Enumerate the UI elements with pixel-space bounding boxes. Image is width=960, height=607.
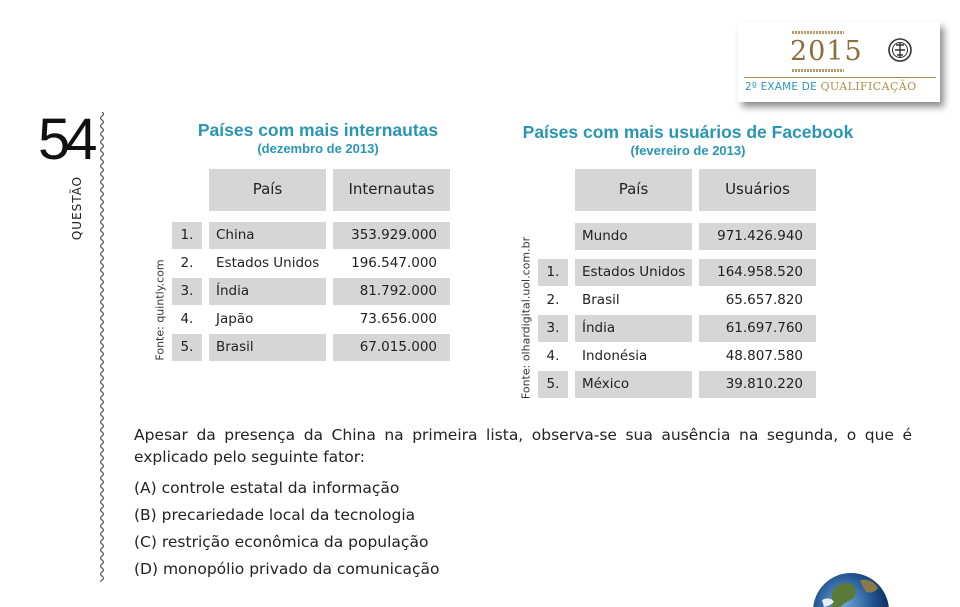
university-seal-icon: [886, 36, 914, 64]
facebook-table-source: Fonte: olhardigital.uol.com.br: [519, 236, 533, 400]
facebook-row-4-value: 48.807.580: [725, 348, 803, 364]
facebook-world-value: 971.426.940: [699, 223, 816, 250]
facebook-header-country: País: [575, 169, 692, 211]
internet-row-1-value: 353.929.000: [333, 222, 450, 249]
facebook-row-2-rank: 2.: [546, 292, 560, 308]
internet-row-5-value: 67.015.000: [333, 334, 450, 361]
facebook-row-2-value: 65.657.820: [725, 292, 803, 308]
option-a[interactable]: (A) controle estatal da informação: [134, 479, 400, 497]
facebook-row-1-rank: 1.: [538, 259, 568, 286]
facebook-row-5-country: México: [575, 371, 692, 398]
facebook-header-users: Usuários: [699, 169, 816, 211]
facebook-table-heading: Países com mais usuários de Facebook: [522, 122, 854, 142]
internet-row-5-country: Brasil: [209, 334, 326, 361]
badge-year: 2015: [790, 36, 863, 67]
facebook-row-1-country: Estados Unidos: [575, 259, 692, 286]
internet-row-3-country: Índia: [209, 278, 326, 305]
internet-row-3-rank: 3.: [172, 278, 202, 305]
internet-table-heading: Países com mais internautas: [197, 120, 439, 140]
internet-row-2-rank: 2.: [180, 255, 194, 271]
option-d[interactable]: (D) monopólio privado da comunicação: [134, 560, 440, 578]
facebook-table-title: [514, 122, 862, 158]
option-b[interactable]: (B) precariedade local da tecnologia: [134, 506, 416, 524]
facebook-world-country: Mundo: [575, 223, 692, 250]
option-c[interactable]: (C) restrição econômica da população: [134, 533, 429, 551]
internet-row-1-rank: 1.: [172, 222, 202, 249]
earth-globe-icon: [812, 572, 890, 607]
badge-ornament-top: [792, 31, 844, 34]
question-stem: Apesar da presença da China na primeira lista, observa-se sua ausência na segunda, o que é explicado pelo seguinte fator:: [134, 426, 912, 466]
internet-header-country: País: [209, 169, 326, 211]
facebook-row-2-country: Brasil: [582, 292, 620, 308]
question-number: 54: [38, 107, 93, 172]
internet-row-5-rank: 5.: [172, 334, 202, 361]
badge-ornament-bottom: [792, 69, 844, 72]
wavy-divider: [98, 112, 106, 582]
badge-subtitle-highlight: QUALIFICAÇÃO: [820, 80, 917, 93]
facebook-row-3-value: 61.697.760: [699, 315, 816, 342]
facebook-row-5-rank: 5.: [538, 371, 568, 398]
internet-header-users: Internautas: [333, 169, 450, 211]
badge-subtitle-prefix: 2º EXAME DE: [745, 81, 821, 93]
badge-divider: [744, 77, 936, 78]
internet-table-source: Fonte: quintly.com: [153, 259, 167, 361]
facebook-row-5-value: 39.810.220: [699, 371, 816, 398]
internet-row-4-country: Japão: [216, 311, 254, 327]
facebook-row-4-country: Indonésia: [582, 348, 648, 364]
facebook-row-1-value: 164.958.520: [699, 259, 816, 286]
exam-badge: [738, 22, 940, 102]
internet-row-4-value: 73.656.000: [359, 311, 437, 327]
internet-row-3-value: 81.792.000: [333, 278, 450, 305]
internet-row-4-rank: 4.: [180, 311, 194, 327]
question-label: QUESTÃO: [70, 175, 84, 241]
internet-table-date: (dezembro de 2013): [257, 141, 379, 156]
internet-row-2-country: Estados Unidos: [216, 255, 320, 271]
facebook-table-date: (fevereiro de 2013): [630, 143, 746, 158]
internet-row-2-value: 196.547.000: [351, 255, 437, 271]
badge-subtitle: [745, 80, 917, 93]
facebook-row-3-country: Índia: [575, 315, 692, 342]
internet-row-1-country: China: [209, 222, 326, 249]
facebook-row-4-rank: 4.: [546, 348, 560, 364]
facebook-row-3-rank: 3.: [538, 315, 568, 342]
internet-table-title: [180, 120, 456, 156]
